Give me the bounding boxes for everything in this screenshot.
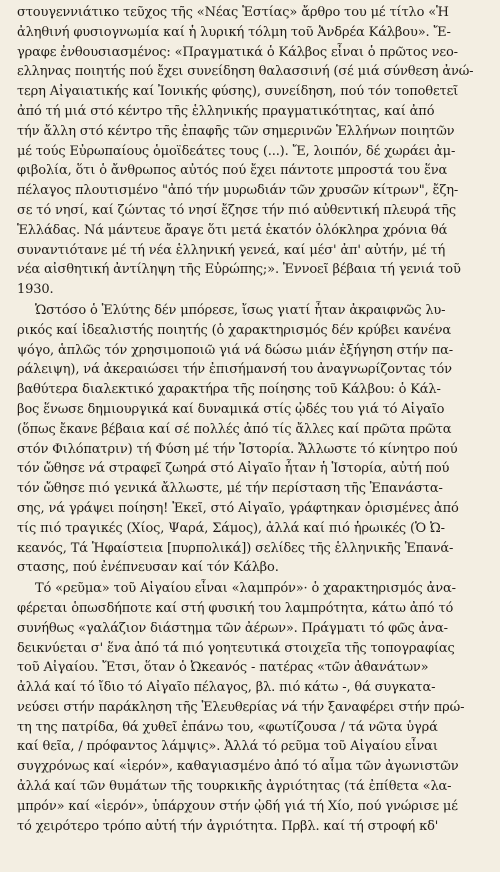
text-line: νέα αἰσθητική ἀντίληψη τῆς Εὐρώπης;». Ἐννοεῖ βέβαια τή γενιά τοῦ — [17, 262, 461, 278]
text-line: κεανός, Τά Ἡφαίστεια [πυρπολικά]) σελίδες τῆς ἑλληνικῆς Ἐπανά- — [17, 540, 454, 556]
text-line: τη της πατρίδα, θά χυθεῖ ἐπάνω του, «φωτίζουσα / τά νῶτα ὑγρά — [17, 719, 438, 735]
text-line: ρικός καί ἰδεαλιστής ποιητής (ὁ χαρακτηρισμός δέν κρύβει κανένα — [17, 322, 451, 338]
text-line: γραφε ἐνθουσιασμένος: «Πραγματικά ὁ Κάλβος εἶναι ὁ πρῶτος νεο- — [17, 44, 458, 60]
text-line: ἀλλά καί τό ἴδιο τό Αἰγαῖο πέλαγος, βλ. πιό κάτω -, θά συγκατα- — [17, 680, 436, 696]
text-line: καί θεῖα, / πρόφαντος λάμψις». Ἀλλά τό ρεῦμα τοῦ Αἰγαίου εἶναι — [17, 739, 438, 755]
text-line: ἀπό τή μιά στό κέντρο τῆς ἑλληνικής πραγματικότητας, καί ἀπό — [17, 103, 435, 119]
text-line: συγχρόνως καί «ἱερόν», καθαγιασμένο ἀπό τό αἷμα τῶν ἀγωνιστῶν — [17, 759, 459, 775]
text-line: ἀληθινή φυσιογνωμία καί ἡ λυρική τόλμη τοῦ Ἀνδρέα Κάλβου». Ἔ- — [17, 24, 451, 40]
paragraph-3 — [17, 579, 494, 836]
text-line: Τό «ρεῦμα» τοῦ Αἰγαίου εἶναι «λαμπρόν»· ὁ χαρακτηρισμός ἀνα- — [35, 581, 456, 597]
text-line: μπρόν» καί «ἱερόν», ὑπάρχουν στήν ᾠδή γιά τή Χίο, πού γνώρισε μέ — [17, 798, 458, 814]
text-line: τό χειρότερο τρόπο αὐτή τήν ἀγριότητα. Πρβλ. καί τή στροφή κδ' — [17, 818, 439, 834]
text-line: ἀλλά καί τῶν θυμάτων τῆς τουρκικῆς ἀγριότητας (τά ἐπίθετα «λα- — [17, 779, 452, 795]
text-line: τίς πιό τραγικές (Χίος, Ψαρά, Σάμος), ἀλλά καί πιό ἡρωικές (Ὁ Ὠ- — [17, 520, 445, 536]
text-line: τόν ὤθησε νά στραφεῖ ζωηρά στό Αἰγαῖο ἦταν ἡ Ἱστορία, αὐτή πού — [17, 461, 450, 477]
text-line: σης, νά γράψει ποίηση! Ἐκεῖ, στό Αἰγαῖο, γράφτηκαν ὁρισμένες ἀπό — [17, 500, 459, 516]
text-line: σε τό νησί, καί ζώντας τό νησί ἔζησε τήν πιό αὐθεντική πλευρά τῆς — [17, 202, 456, 218]
text-line: Ὡστόσο ὁ Ἐλύτης δέν μπόρεσε, ἴσως γιατί ἦταν ἀκραιφνῶς λυ- — [35, 302, 446, 318]
text-line: ελληνας ποιητής πού ἔχει συνείδηση θαλασσινή (σέ μιά σύνθεση ἀνώ- — [17, 64, 474, 80]
text-line: συνήθως «γαλάζιον διάστημα τῶν ἀέρων». Πράγματι τό φῶς ἀνα- — [17, 620, 448, 636]
text-line: τοῦ Αἰγαίου. Ἔτσι, ὅταν ὁ Ὠκεανός - πατέρας «τῶν ἀθανάτων» — [17, 660, 429, 676]
paragraph-2 — [17, 301, 494, 578]
text-line: δεικνύεται σ' ἕνα ἀπό τά πιό γοητευτικά στοιχεῖα τῆς τοπογραφίας — [17, 640, 455, 656]
text-line: πέλαγος πλουτισμένο "ἀπό τήν μυρωδιάν τῶν χρυσῶν κίτρων", ἔζη- — [17, 183, 459, 199]
text-line: τερη Αἰγαιατικής καί Ἰονικής φύσης), συνείδηση, πού τόν τοποθετεῖ — [17, 84, 459, 100]
text-line: τήν ἄλλη στό κέντρο τῆς ἐπαφῆς τῶν σημερινῶν Ἑλλήνων ποιητῶν — [17, 123, 455, 139]
text-line: τόν ὤθησε πιό γενικά ἄλλωστε, μέ τήν περίσταση τῆς Ἐπανάστα- — [17, 481, 443, 497]
text-line: νεύσει στήν παράκληση τῆς Ἐλευθερίας νά τήν ξαναφέρει στήν πρώ- — [17, 699, 465, 715]
text-line: συναντιότανε μέ τή νέα ἑλληνική γενεά, καί μέσ' ἀπ' αὐτήν, μέ τή — [17, 242, 446, 258]
text-line: βος ἕνωσε δημιουργικά καί δυναμικά στίς ᾠδές του γιά τό Αἰγαῖο — [17, 401, 445, 417]
text-line: 1930. — [17, 282, 54, 298]
text-line: (ὅπως ἔκανε βέβαια καί σέ πολλές ἀπό τίς ἄλλες καί πρῶτα πρῶτα — [17, 421, 452, 437]
text-line: φέρεται ὁπωσδήποτε καί στή φυσική του λαμπρότητα, κάτω ἀπό τό — [17, 600, 454, 616]
text-line: φιβολία, ὅτι ὁ ἄνθρωπος αὐτός πού ἔχει πάντοτε μπροστά του ἕνα — [17, 163, 448, 179]
text-line: μέ τούς Εὐρωπαίους ὁμοϊδεάτες τους (...). Ἔ, λοιπόν, δέ χωράει ἀμ- — [17, 143, 456, 159]
text-line: στασης, πού ἐνέπνευσαν καί τόν Κάλβο. — [17, 560, 279, 576]
text-line: στόν Φιλόπατριν) τή Φύση μέ τήν Ἱστορία. Ἄλλωστε τό κίνητρο πού — [17, 441, 458, 457]
text-line: Ἑλλάδας. Νά μάντευε ἄραγε ὅτι μετά ἑκατόν ὁλόκληρα χρόνια θά — [17, 222, 448, 238]
text-line: ψόγο, ἁπλῶς τόν χρησιμοποιῶ γιά νά δώσω μιάν ἐξήγηση στήν πα- — [17, 342, 453, 358]
text-line: βαθύτερα διαλεκτικό χαρακτήρα τῆς ποίησης τοῦ Κάλβου: ὁ Κάλ- — [17, 382, 441, 398]
text-line: στουγεννιάτικο τεῦχος τῆς «Νέας Ἑστίας» ἄρθρο του μέ τίτλο «Ἡ — [17, 5, 449, 20]
paragraph-1 — [17, 3, 494, 300]
text-line: ράλειψη), νά ἀκεραιώσει τήν ἐπισήμανσή του ἀναγνωρίζοντας τόν — [17, 362, 452, 378]
